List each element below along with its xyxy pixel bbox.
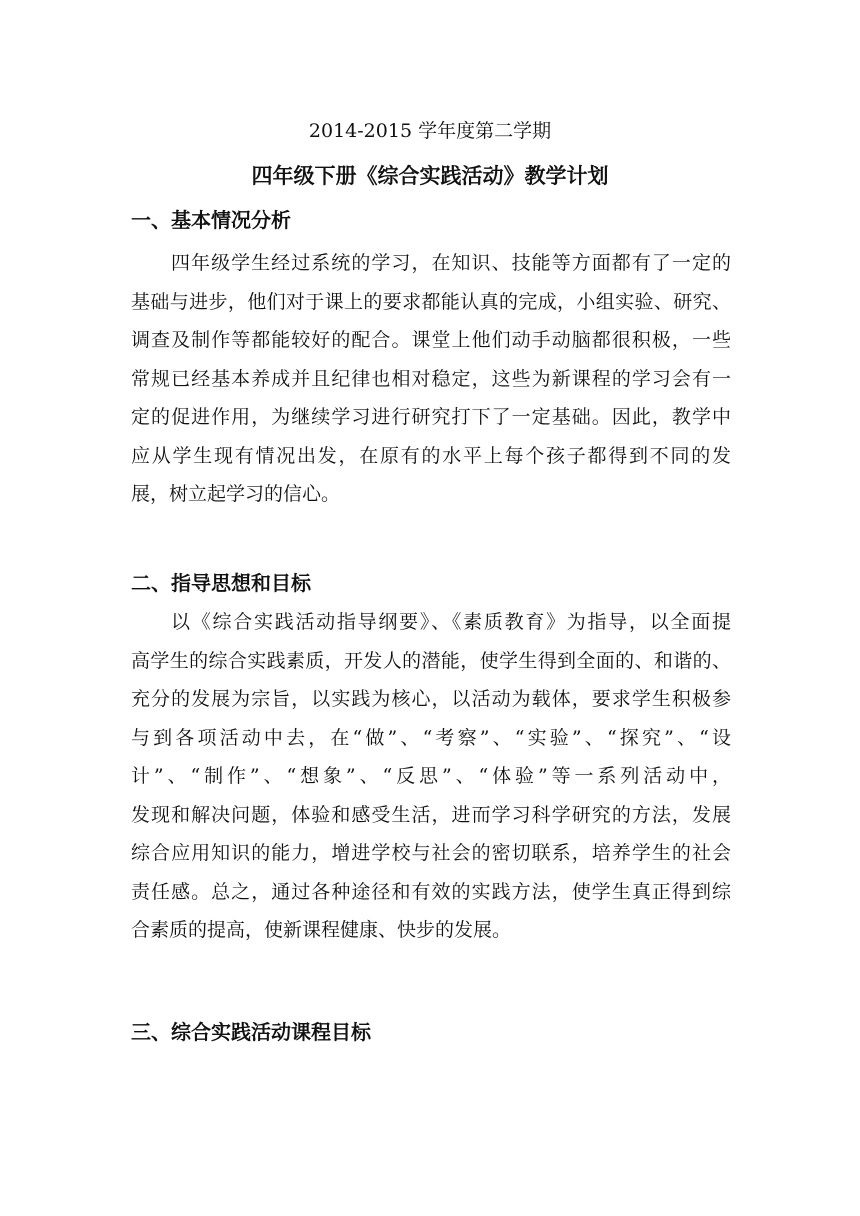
paragraph-line: 综合应用知识的能力，增进学校与社会的密切联系，培养学生的社会 bbox=[131, 842, 731, 864]
document-title: 四年级下册《综合实践活动》教学计划 bbox=[251, 163, 609, 188]
paragraph-line: 充分的发展为宗旨，以实践为核心，以活动为载体，要求学生积极参 bbox=[131, 688, 731, 710]
paragraph-line: 责任感。总之，通过各种途径和有效的实践方法，使学生真正得到综 bbox=[131, 880, 731, 903]
paragraph-line: 合素质的提高，使新课程健康、快步的发展。 bbox=[131, 919, 512, 941]
document-title-year: 2014-2015 学年度第二学期 bbox=[308, 120, 552, 142]
paragraph-line: 高学生的综合实践素质，开发人的潜能，使学生得到全面的、和谐的、 bbox=[131, 649, 731, 672]
section-heading-1: 一、基本情况分析 bbox=[131, 208, 291, 232]
paragraph-line: 展，树立起学习的信心。 bbox=[131, 483, 341, 505]
paragraph-line: 应从学生现有情况出发，在原有的水平上每个孩子都得到不同的发 bbox=[131, 444, 731, 467]
paragraph-line: 基础与进步，他们对于课上的要求都能认真的完成，小组实验、研究、 bbox=[131, 290, 731, 313]
paragraph-line: 常规已经基本养成并且纪律也相对稳定，这些为新课程的学习会有一 bbox=[131, 367, 731, 390]
paragraph-line: 发现和解决问题，体验和感受生活，进而学习科学研究的方法，发展 bbox=[131, 803, 731, 826]
paragraph-line: 定的促进作用，为继续学习进行研究打下了一定基础。因此，教学中 bbox=[131, 406, 731, 428]
paragraph-line: 调查及制作等都能较好的配合。课堂上他们动手动脑都很积极，一些 bbox=[131, 329, 731, 351]
paragraph-line: 四年级学生经过系统的学习，在知识、技能等方面都有了一定的 bbox=[171, 252, 731, 274]
section-paragraph-1 bbox=[131, 244, 731, 514]
paragraph-line: 与到各项活动中去，在“做”、“考察”、“实验”、“探究”、“设 bbox=[131, 726, 731, 749]
paragraph-line: 计”、“制作”、“想象”、“反思”、“体验”等一系列活动中， bbox=[131, 765, 731, 787]
section-heading-3: 三、综合实践活动课程目标 bbox=[131, 1020, 371, 1044]
section-heading-2: 二、指导思想和目标 bbox=[131, 571, 311, 595]
section-paragraph-2 bbox=[131, 603, 731, 950]
paragraph-line: 以《综合实践活动指导纲要》、《素质教育》为指导，以全面提 bbox=[171, 611, 731, 633]
